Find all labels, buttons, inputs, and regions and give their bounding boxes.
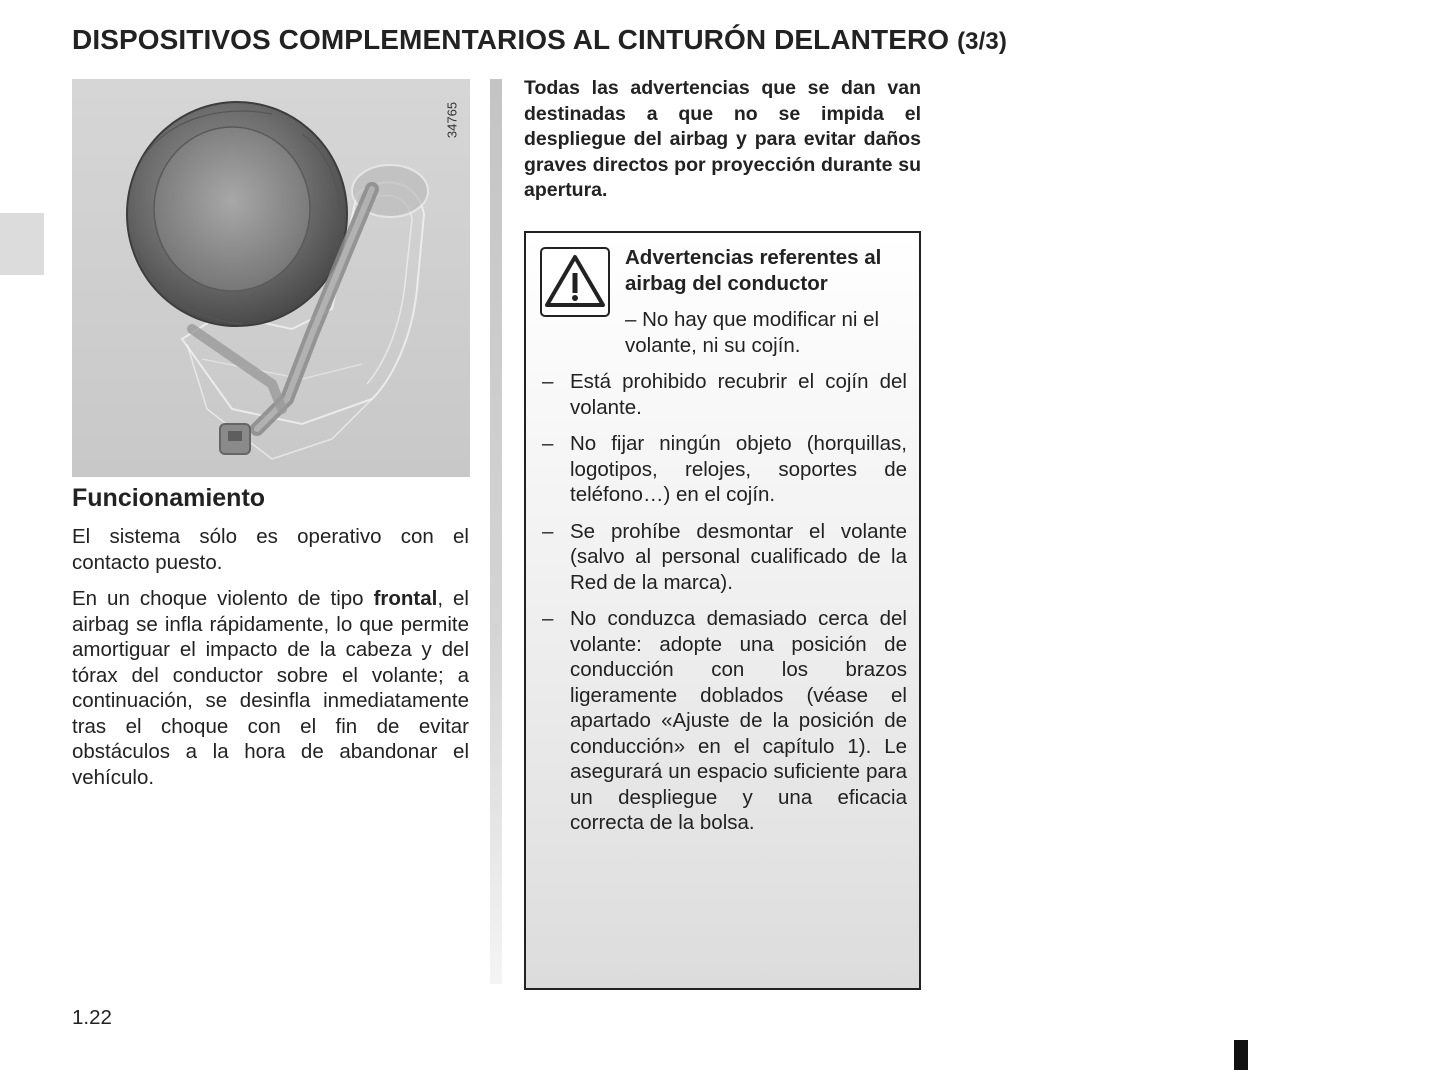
section-heading: Funcionamiento xyxy=(72,484,266,512)
list-item xyxy=(540,519,907,596)
list-item-text: Está prohibido recubrir el cojín del volante. xyxy=(570,370,907,419)
driver-airbag-warning-box xyxy=(524,231,921,990)
airbag-figure xyxy=(72,79,470,477)
warning-first-item: – No hay que modificar ni el volante, ni su cojín. xyxy=(625,308,880,357)
list-dash: – xyxy=(542,432,554,455)
page-corner-mark xyxy=(1234,1040,1248,1070)
airbag-deployment-illustration xyxy=(72,79,470,477)
list-dash: – xyxy=(542,607,554,630)
figure-reference-number xyxy=(440,85,464,155)
column-divider xyxy=(490,79,502,984)
warnings-intro: Todas las advertencias que se dan van destinadas a que no se impida el despliegue del airbag y para evitar daños graves directos por proyección durante su apertura. xyxy=(524,77,921,201)
chapter-side-tab xyxy=(0,213,44,275)
paragraph-frontal-impact-start: En un choque violento de tipo xyxy=(72,587,374,610)
warning-triangle-icon xyxy=(540,247,610,317)
paragraph-frontal-impact-end: , el airbag se infla rápidamente, lo que permite amortiguar el impacto de la cabeza y del tórax del conductor sobre el volante; a continuación, se desinfla inmediatamente tras el choque con el fin de evitar obstáculos a la hora de abandonar el vehículo. xyxy=(72,587,469,789)
list-item xyxy=(540,431,907,508)
page-title xyxy=(72,24,1007,56)
list-item xyxy=(540,369,907,420)
warning-title: Advertencias referentes al airbag del conductor xyxy=(625,246,882,295)
list-dash: – xyxy=(542,370,554,393)
list-dash: – xyxy=(542,519,554,543)
paragraph-frontal-impact xyxy=(72,586,469,790)
list-item-text: No fijar ningún objeto (horquillas, logotipos, relojes, soportes de teléfono…) en el cojín. xyxy=(570,432,907,506)
page-part-indicator: (3/3) xyxy=(957,28,1007,55)
paragraph-operation-condition: El sistema sólo es operativo con el contacto puesto. xyxy=(72,525,469,574)
figure-number-text: 34765 xyxy=(444,101,460,139)
list-item xyxy=(540,606,907,836)
list-item-text: No conduzca demasiado cerca del volante: adopte una posición de conducción con los brazos ligeramente doblados (véase el apartado «Ajuste de la posición de conducción» en el capítulo 1). Le asegurará un espacio suficiente para un despliegue y una eficacia correcta de la bolsa. xyxy=(570,607,907,834)
warning-list xyxy=(540,369,907,847)
page-title-text: DISPOSITIVOS COMPLEMENTARIOS AL CINTURÓN DELANTERO xyxy=(72,24,950,55)
frontal-keyword: frontal xyxy=(373,587,438,610)
list-item-text: Se prohíbe desmontar el volante (salvo al personal cualificado de la Red de la marca). xyxy=(570,519,907,594)
page-number: 1.22 xyxy=(72,1006,112,1029)
